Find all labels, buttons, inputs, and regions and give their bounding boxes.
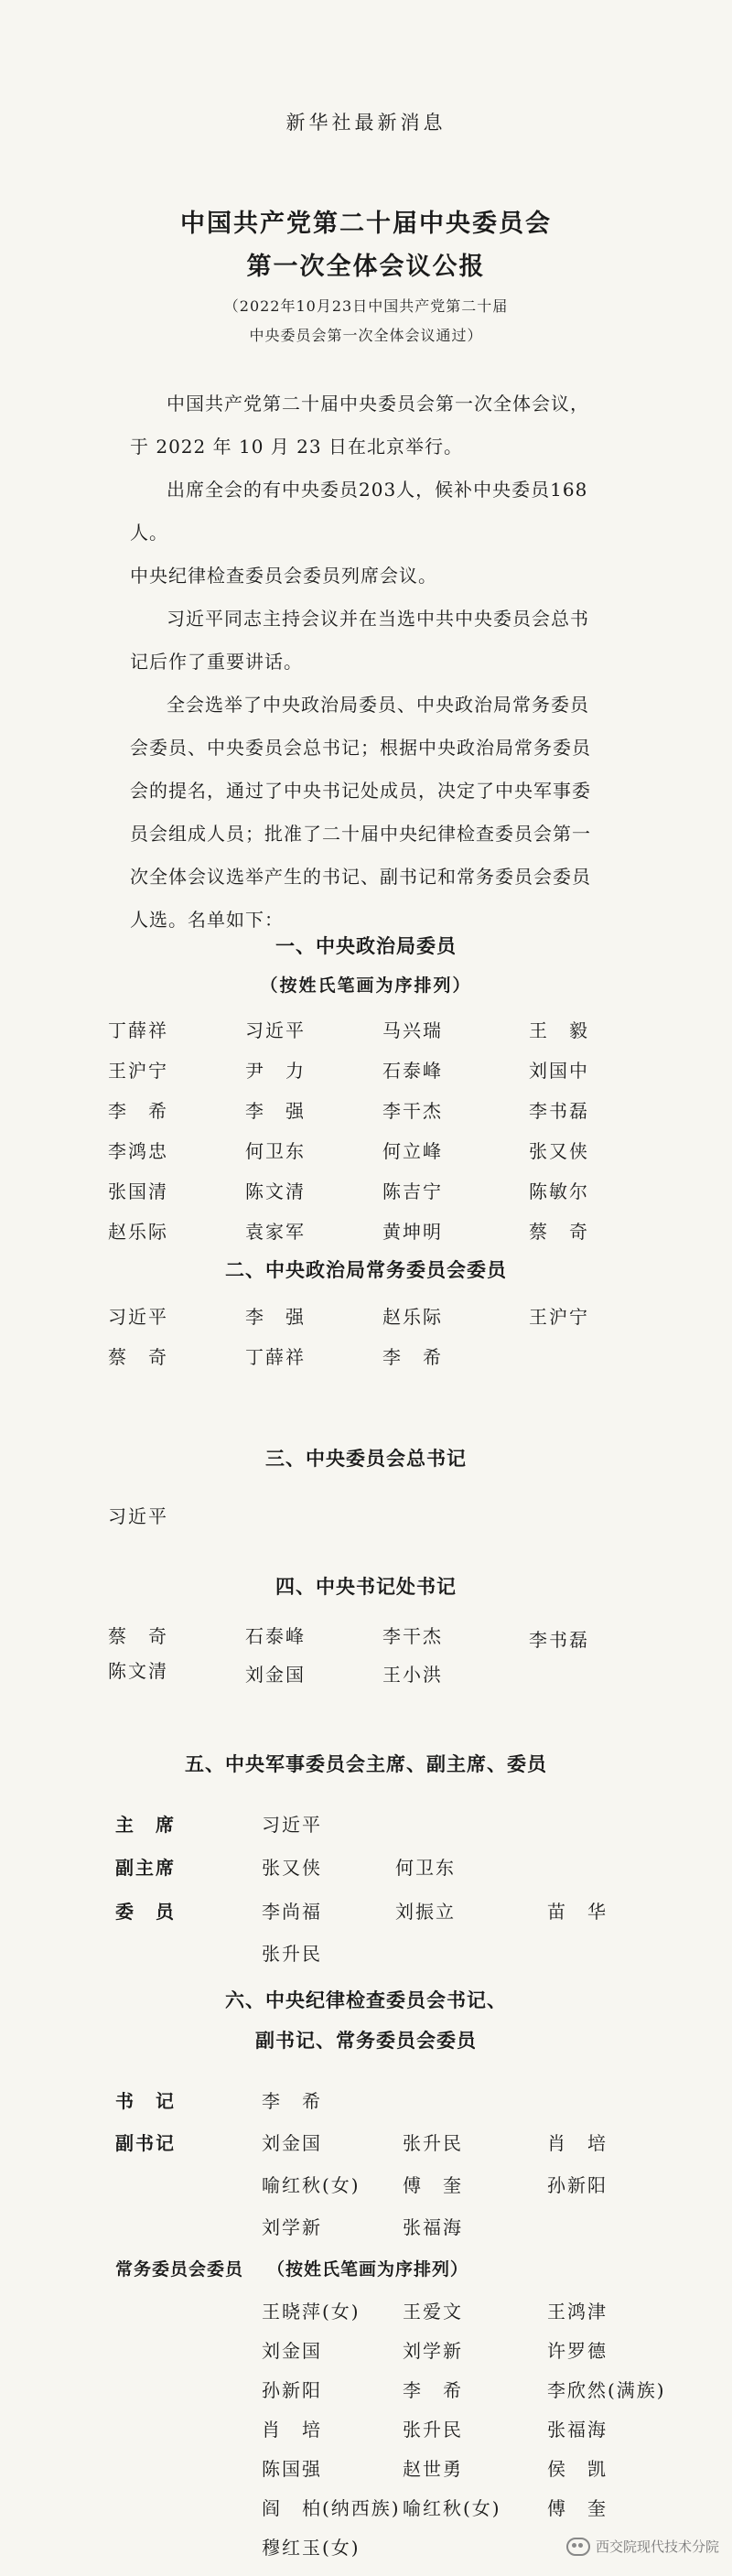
person-name: 陈吉宁 [382, 1180, 443, 1202]
person-name: 张升民 [262, 1943, 322, 1965]
section-1-subtitle: （按姓氏笔画为序排列） [260, 975, 472, 996]
watermark-text: 西交院现代技术分院 [595, 2538, 719, 2555]
person-name: 陈文清 [108, 1660, 168, 1682]
person-name: 蔡 奇 [529, 1221, 589, 1243]
person-name: 张国清 [108, 1180, 168, 1202]
ccdi-secretary-label: 书 记 [115, 2090, 176, 2112]
person-name: 肖 培 [262, 2419, 322, 2441]
section-1-title: 一、中央政治局委员 [275, 934, 457, 957]
person-name: 陈敏尔 [529, 1180, 589, 1202]
person-name: 阎 柏(纳西族) [262, 2497, 401, 2519]
person-name: 石泰峰 [245, 1625, 306, 1647]
person-name: 王小洪 [382, 1664, 443, 1686]
cmc-member-label: 委 员 [115, 1901, 176, 1923]
person-name: 傅 奎 [547, 2497, 608, 2519]
person-name: 刘学新 [403, 2340, 463, 2362]
person-name: 何卫东 [395, 1857, 456, 1879]
person-name: 李 强 [245, 1306, 306, 1328]
person-name: 侯 凯 [547, 2458, 608, 2480]
person-name: 王鸿津 [547, 2301, 608, 2323]
person-name: 赵乐际 [108, 1221, 168, 1243]
paragraph-line: 次全体会议选举产生的书记、副书记和常务委员会委员 [130, 866, 591, 888]
person-name: 张福海 [547, 2419, 608, 2441]
person-name: 李鸿忠 [108, 1140, 168, 1162]
person-name: 李 强 [245, 1100, 306, 1122]
person-name: 李书磊 [529, 1100, 589, 1122]
paragraph-line: 于 2022 年 10 月 23 日在北京举行。 [130, 436, 463, 458]
ccdi-standing-label: 常务委员会委员 [115, 2259, 244, 2280]
cmc-vice-label: 副主席 [115, 1857, 176, 1879]
person-name: 尹 力 [245, 1060, 306, 1082]
person-name: 穆红玉(女) [262, 2537, 361, 2559]
person-name: 李书磊 [529, 1629, 589, 1651]
person-name: 喻红秋(女) [262, 2174, 361, 2196]
person-name: 刘金国 [245, 1664, 306, 1686]
person-name: 肖 培 [547, 2132, 608, 2154]
person-name: 习近平 [245, 1019, 306, 1041]
person-name: 马兴瑞 [382, 1019, 443, 1041]
section-2-title: 二、中央政治局常务委员会委员 [225, 1258, 507, 1281]
person-name: 李干杰 [382, 1100, 443, 1122]
cmc-chair-label: 主 席 [115, 1814, 176, 1836]
document-title-line1: 中国共产党第二十届中央委员会 [180, 210, 552, 238]
person-name: 刘金国 [262, 2340, 322, 2362]
person-name: 刘学新 [262, 2216, 322, 2238]
person-name: 王沪宁 [108, 1060, 168, 1082]
watermark [566, 2537, 719, 2556]
person-name: 赵乐际 [382, 1306, 443, 1328]
ccdi-deputy-label: 副书记 [115, 2132, 176, 2154]
person-name: 孙新阳 [262, 2379, 322, 2401]
person-name: 袁家军 [245, 1221, 306, 1243]
person-name: 丁薛祥 [245, 1346, 306, 1368]
person-name: 丁薛祥 [108, 1019, 168, 1041]
person-name: 石泰峰 [382, 1060, 443, 1082]
paragraph-line: 记后作了重要讲话。 [130, 651, 303, 673]
person-name: 李欣然(满族) [547, 2379, 666, 2401]
person-name: 孙新阳 [547, 2174, 608, 2196]
document-title-line2: 第一次全体会议公报 [246, 253, 486, 281]
person-name: 陈文清 [245, 1180, 306, 1202]
paragraph-line: 人选。名单如下： [130, 909, 284, 931]
ccdi-standing-note: （按姓氏笔画为序排列） [267, 2259, 469, 2280]
paragraph-line: 员会组成人员；批准了二十届中央纪律检查委员会第一 [130, 823, 591, 845]
person-name: 张升民 [403, 2132, 463, 2154]
person-name: 王爱文 [403, 2301, 463, 2323]
paragraph-line: 习近平同志主持会议并在当选中共中央委员会总书 [167, 608, 589, 630]
person-name: 王晓萍(女) [262, 2301, 361, 2323]
person-name: 李 希 [382, 1346, 443, 1368]
person-name: 许罗德 [547, 2340, 608, 2362]
person-name: 王 毅 [529, 1019, 589, 1041]
paragraph-line: 全会选举了中央政治局委员、中央政治局常务委员 [167, 694, 589, 716]
person-name: 傅 奎 [403, 2174, 463, 2196]
section-4-title: 四、中央书记处书记 [275, 1575, 457, 1598]
person-name: 刘振立 [395, 1901, 456, 1923]
person-name: 陈国强 [262, 2458, 322, 2480]
person-name: 李 希 [403, 2379, 463, 2401]
person-name: 喻红秋(女) [403, 2497, 501, 2519]
person-name: 李 希 [262, 2090, 322, 2112]
section-3-title: 三、中央委员会总书记 [265, 1447, 467, 1470]
person-name: 李 希 [108, 1100, 168, 1122]
person-name: 习近平 [108, 1505, 168, 1527]
section-6-title-line1: 六、中央纪律检查委员会书记、 [225, 1989, 507, 2011]
section-6-title-line2: 副书记、常务委员会委员 [255, 2029, 477, 2052]
person-name: 蔡 奇 [108, 1625, 168, 1647]
paragraph-line: 会委员、中央委员会总书记；根据中央政治局常务委员 [130, 737, 591, 759]
person-name: 李尚福 [262, 1901, 322, 1923]
section-5-title: 五、中央军事委员会主席、副主席、委员 [185, 1752, 547, 1775]
paragraph-line: 中央纪律检查委员会委员列席会议。 [130, 565, 437, 587]
person-name: 黄坤明 [382, 1221, 443, 1243]
person-name: 习近平 [108, 1306, 168, 1328]
person-name: 刘国中 [529, 1060, 589, 1082]
wechat-icon [566, 2538, 590, 2556]
person-name: 李干杰 [382, 1625, 443, 1647]
person-name: 张升民 [403, 2419, 463, 2441]
agency-line: 新华社最新消息 [285, 112, 447, 134]
person-name: 何卫东 [245, 1140, 306, 1162]
paragraph-line: 会的提名，通过了中央书记处成员，决定了中央军事委 [130, 780, 591, 802]
paragraph-line: 中国共产党第二十届中央委员会第一次全体会议， [167, 393, 589, 415]
person-name: 赵世勇 [403, 2458, 463, 2480]
person-name: 习近平 [262, 1814, 322, 1836]
person-name: 何立峰 [382, 1140, 443, 1162]
person-name: 苗 华 [547, 1901, 608, 1923]
person-name: 王沪宁 [529, 1306, 589, 1328]
person-name: 蔡 奇 [108, 1346, 168, 1368]
body-text [130, 383, 624, 942]
person-name: 刘金国 [262, 2132, 322, 2154]
paragraph-line: 出席全会的有中央委员203人，候补中央委员168人。 [130, 479, 588, 544]
person-name: 张福海 [403, 2216, 463, 2238]
person-name: 张又侠 [262, 1857, 322, 1879]
adoption-note-line2: 中央委员会第一次全体会议通过） [249, 327, 483, 344]
person-name: 张又侠 [529, 1140, 589, 1162]
adoption-note-line1: （2022年10月23日中国共产党第二十届 [223, 297, 509, 315]
